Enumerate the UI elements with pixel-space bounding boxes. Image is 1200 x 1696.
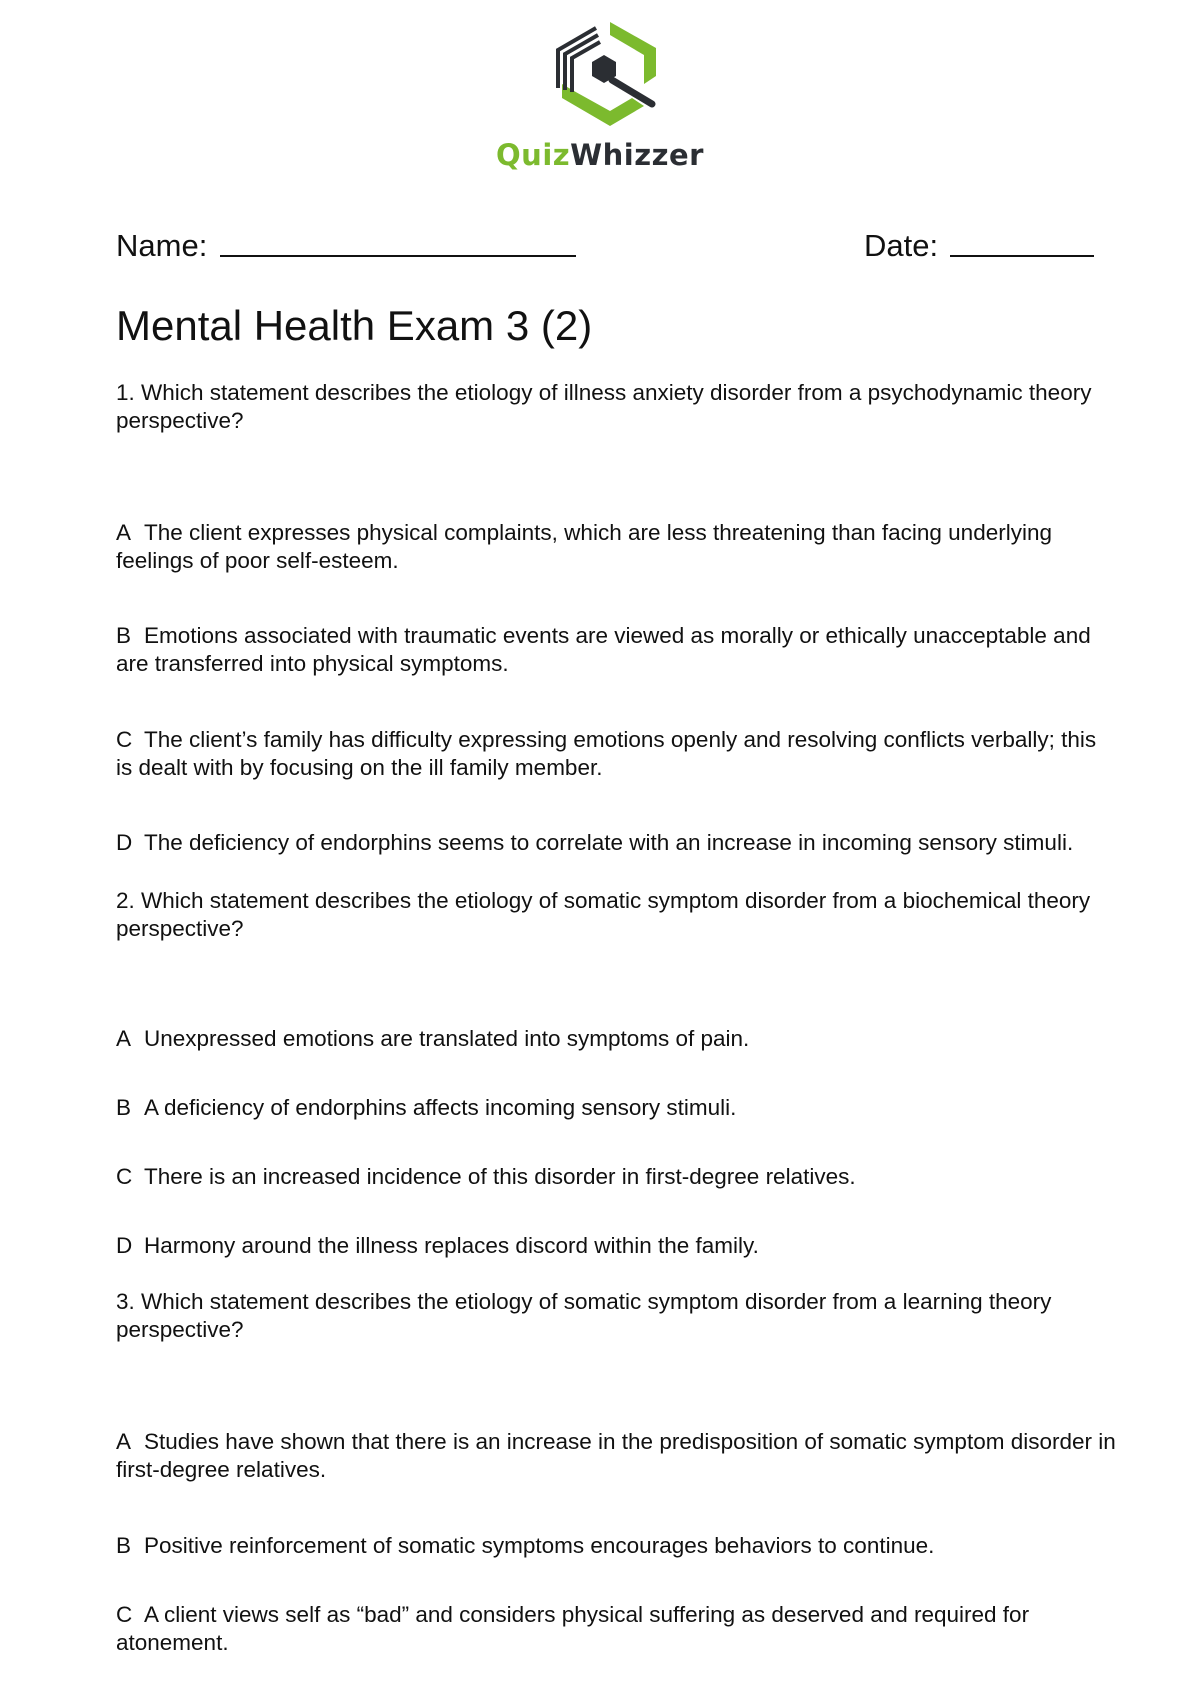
name-label: Name: — [116, 228, 208, 263]
question-3-text: 3. Which statement describes the etiology of somatic symptom disorder from a learning theory perspective? — [116, 1289, 1052, 1342]
question-2-text: 2. Which statement describes the etiology of somatic symptom disorder from a biochemical theory perspective? — [116, 888, 1091, 941]
question-2-option-b: B A deficiency of endorphins affects incoming sensory stimuli. — [116, 1095, 737, 1120]
date-field[interactable] — [950, 255, 1094, 257]
question-2-option-c: C There is an increased incidence of this disorder in first-degree relatives. — [116, 1164, 856, 1189]
question-1-text: 1. Which statement describes the etiology of illness anxiety disorder from a psychodynamic theory perspective? — [116, 380, 1092, 433]
question-3-option-c: C A client views self as “bad” and considers physical suffering as deserved and required for atonement. — [116, 1602, 1030, 1655]
question-2-option-d: D Harmony around the illness replaces discord within the family. — [116, 1233, 759, 1258]
question-2-option-a: A Unexpressed emotions are translated into symptoms of pain. — [116, 1026, 750, 1051]
name-field[interactable] — [220, 255, 576, 257]
quizwhizzer-logo-icon — [548, 18, 668, 130]
question-3-option-b: B Positive reinforcement of somatic symptoms encourages behaviors to continue. — [116, 1533, 935, 1558]
date-label: Date: — [864, 228, 939, 263]
question-3-option-a: A Studies have shown that there is an increase in the predisposition of somatic symptom disorder in first-degree relatives. — [116, 1429, 1116, 1482]
question-1-option-b: B Emotions associated with traumatic events are viewed as morally or ethically unacceptable and are transferred into physical symptoms. — [116, 623, 1091, 676]
brand-name-part1: Quiz — [496, 138, 571, 172]
question-1-option-a: A The client expresses physical complaints, which are less threatening than facing underlying feelings of poor self-esteem. — [116, 520, 1052, 573]
brand-wordmark — [0, 138, 1200, 172]
brand-name-part2: Whizzer — [570, 138, 704, 172]
question-1-option-d: D The deficiency of endorphins seems to correlate with an increase in incoming sensory stimuli. — [116, 830, 1074, 855]
page-title: Mental Health Exam 3 (2) — [116, 302, 593, 349]
question-1-option-c: C The client’s family has difficulty expressing emotions openly and resolving conflicts verbally; this is dealt with by focusing on the ill family member. — [116, 727, 1097, 780]
